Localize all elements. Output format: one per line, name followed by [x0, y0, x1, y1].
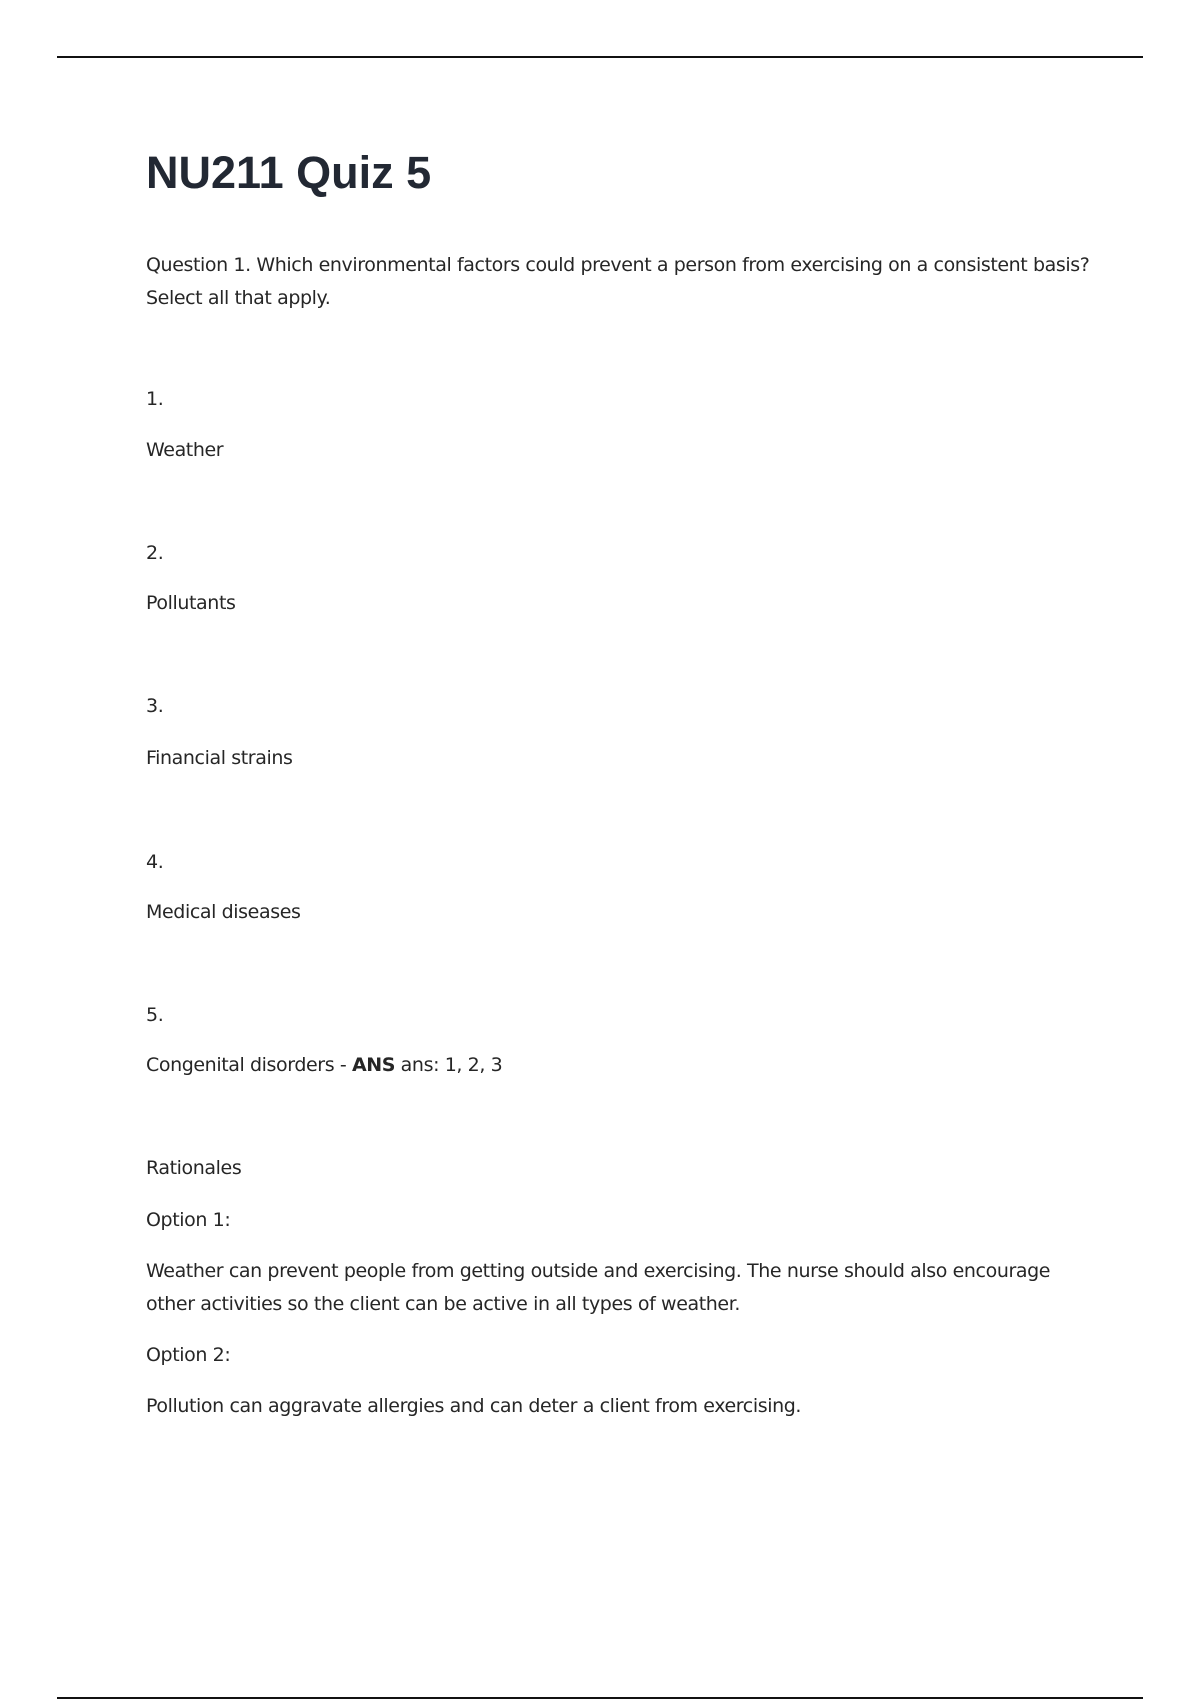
option-3-number: 3. — [146, 695, 164, 717]
option-4-text: Medical diseases — [146, 901, 301, 923]
option-1-number: 1. — [146, 388, 164, 410]
option-2-number: 2. — [146, 542, 164, 564]
option-2-text: Pollutants — [146, 592, 236, 614]
option-1-text: Weather — [146, 439, 224, 461]
option-5-text: Congenital disorders - — [146, 1054, 352, 1076]
top-divider — [57, 56, 1143, 58]
document-title: NU211 Quiz 5 — [146, 147, 432, 198]
rationale-2-label: Option 2: — [146, 1344, 231, 1366]
option-5-number: 5. — [146, 1004, 164, 1026]
option-5-line — [146, 1049, 502, 1082]
rationales-heading: Rationales — [146, 1157, 242, 1179]
option-4-number: 4. — [146, 851, 164, 873]
rationale-1-text: Weather can prevent people from getting outside and exercising. The nurse should also encourage other activities so the client can be active in all types of weather. — [146, 1260, 1051, 1315]
answer-text: ans: 1, 2, 3 — [395, 1054, 503, 1076]
rationale-2-text: Pollution can aggravate allergies and can deter a client from exercising. — [146, 1395, 802, 1417]
bottom-divider — [57, 1697, 1143, 1699]
question-text: Question 1. Which environmental factors could prevent a person from exercising on a consistent basis? Select all that apply. — [146, 254, 1090, 309]
option-3-text: Financial strains — [146, 747, 293, 769]
rationale-1-label: Option 1: — [146, 1209, 231, 1231]
answer-keyword: ANS — [351, 1054, 396, 1076]
